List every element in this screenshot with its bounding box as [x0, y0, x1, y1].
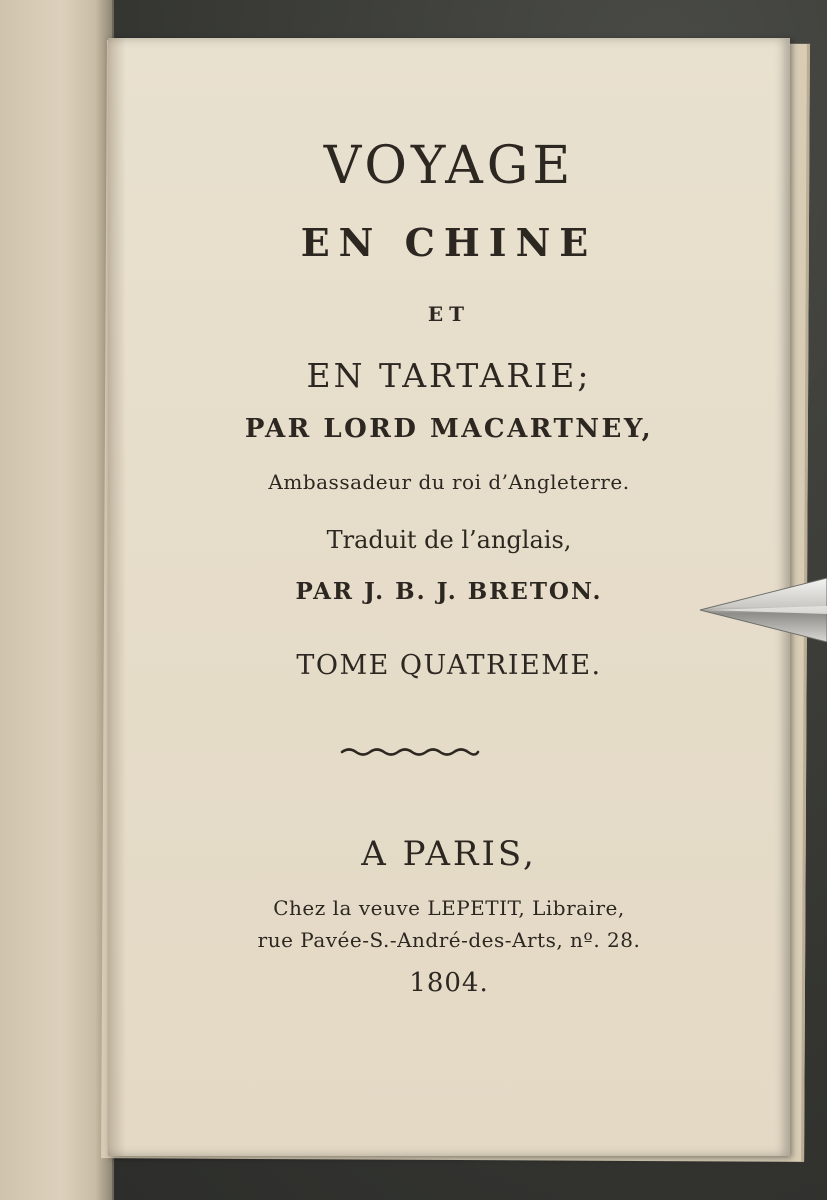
imprint-address: rue Pavée-S.-André-des-Arts, nº. 28. — [257, 928, 641, 952]
author-line: PAR LORD MACARTNEY, — [244, 414, 654, 444]
title-page — [108, 38, 790, 1156]
metal-page-pointer-icon — [698, 572, 827, 648]
title-line-en-chine: EN CHINE — [300, 220, 598, 265]
imprint-publisher: Chez la veuve LEPETIT, Libraire, — [273, 896, 625, 920]
author-role: Ambassadeur du roi d’Angleterre. — [268, 470, 630, 494]
title-line-en-tartarie: EN TARTARIE; — [306, 356, 592, 395]
book-title: VOYAGE — [323, 136, 575, 196]
left-page-leaf — [0, 0, 114, 1200]
translation-note: Traduit de l’anglais, — [326, 526, 572, 554]
wavy-rule-ornament-icon — [340, 746, 480, 758]
imprint-year: 1804. — [409, 968, 489, 998]
title-conjunction: ET — [427, 302, 471, 326]
volume-label: TOME QUATRIEME. — [296, 650, 602, 681]
imprint-city: A PARIS, — [361, 834, 537, 874]
translator-line: PAR J. B. J. BRETON. — [295, 578, 603, 605]
